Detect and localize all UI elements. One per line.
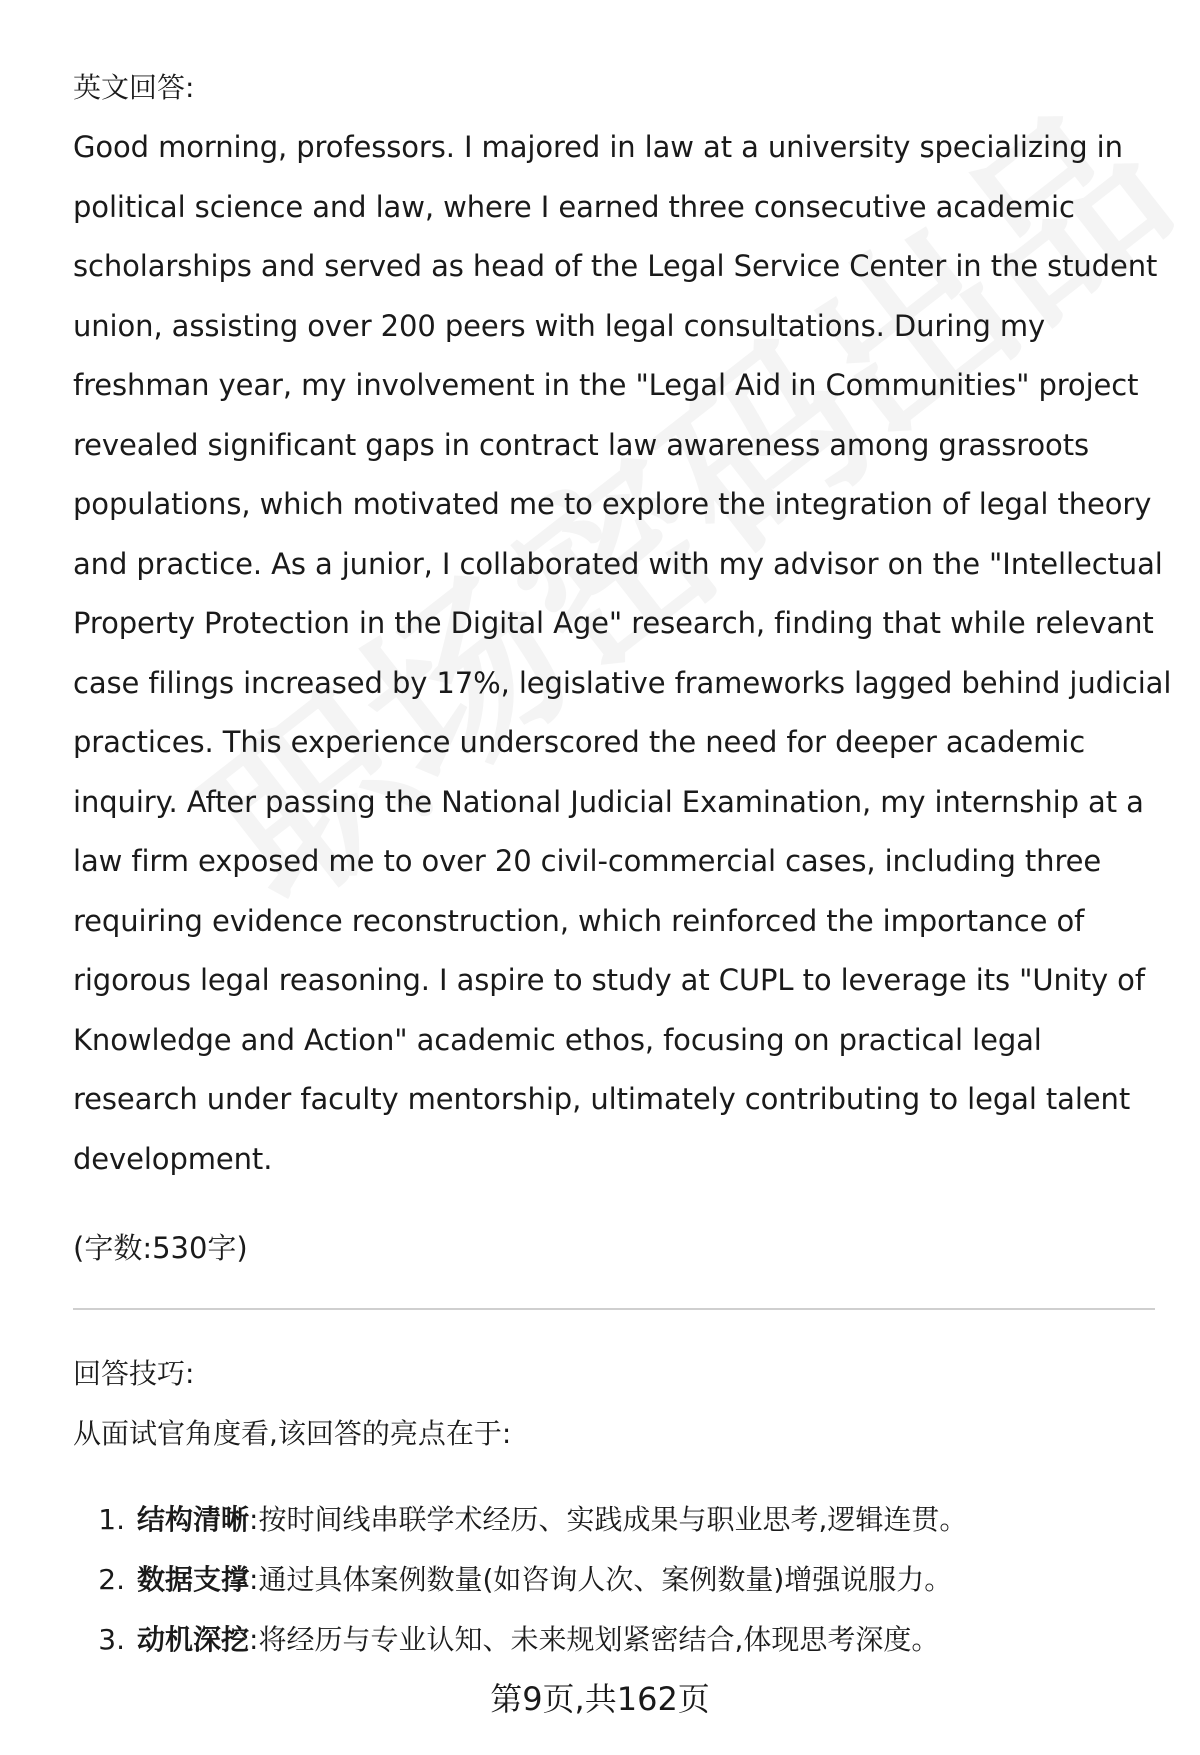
answer-line: research under faculty mentorship, ultimately contributing to legal talent	[73, 1082, 1131, 1116]
answer-line: development.	[73, 1141, 273, 1176]
list-text: :通过具体案例数量(如咨询人次、案例数量)增强说服力。	[249, 1563, 953, 1596]
answer-line: Good morning, professors. I majored in law at a university specializing in	[73, 130, 1123, 164]
answer-line: union, assisting over 200 peers with legal consultations. During my	[73, 308, 1046, 343]
word-count: (字数:530字)	[73, 1231, 248, 1265]
list-term: 数据支撑	[137, 1563, 250, 1596]
answer-line: revealed significant gaps in contract law awareness among grassroots	[73, 427, 1089, 462]
answer-line: practices. This experience underscored the need for deeper academic	[73, 725, 1086, 759]
list-number: 2.	[98, 1563, 125, 1596]
answer-line: scholarships and served as head of the Legal Service Center in the student	[73, 249, 1158, 283]
english-answer-paragraph	[73, 118, 1172, 1189]
answer-line: and practice. As a junior, I collaborated with my advisor on the "Intellectual	[73, 546, 1163, 581]
list-number: 3.	[98, 1623, 125, 1656]
list-item	[73, 1560, 967, 1620]
answer-line: Property Protection in the Digital Age" research, finding that while relevant	[73, 606, 1154, 640]
english-answer-label: 英文回答:	[73, 71, 195, 104]
list-term: 动机深挖	[137, 1623, 250, 1656]
answer-line: rigorous legal reasoning. I aspire to study at CUPL to leverage its "Unity of	[73, 963, 1145, 997]
answer-line: populations, which motivated me to explore the integration of legal theory	[73, 487, 1152, 521]
tips-intro: 从面试官角度看,该回答的亮点在于:	[73, 1417, 512, 1450]
answer-line: freshman year, my involvement in the "Legal Aid in Communities" project	[73, 368, 1139, 402]
answer-line: case filings increased by 17%, legislative frameworks lagged behind judicial	[73, 665, 1172, 700]
answer-line: Knowledge and Action" academic ethos, focusing on practical legal	[73, 1022, 1042, 1057]
page-number: 第9页,共162页	[490, 1680, 710, 1718]
list-term: 结构清晰	[137, 1503, 250, 1536]
tips-label: 回答技巧:	[73, 1357, 195, 1390]
list-text: :将经历与专业认知、未来规划紧密结合,体现思考深度。	[249, 1623, 940, 1656]
answer-line: political science and law, where I earned three consecutive academic	[73, 189, 1075, 224]
tips-list	[73, 1500, 967, 1680]
list-number: 1.	[98, 1503, 125, 1536]
answer-line: law firm exposed me to over 20 civil-commercial cases, including three	[73, 844, 1102, 878]
list-item	[73, 1620, 967, 1680]
section-divider	[73, 1308, 1155, 1310]
answer-line: inquiry. After passing the National Judicial Examination, my internship at a	[73, 784, 1144, 819]
list-item	[73, 1500, 967, 1560]
answer-line: requiring evidence reconstruction, which reinforced the importance of	[73, 903, 1085, 938]
list-text: :按时间线串联学术经历、实践成果与职业思考,逻辑连贯。	[249, 1503, 968, 1536]
